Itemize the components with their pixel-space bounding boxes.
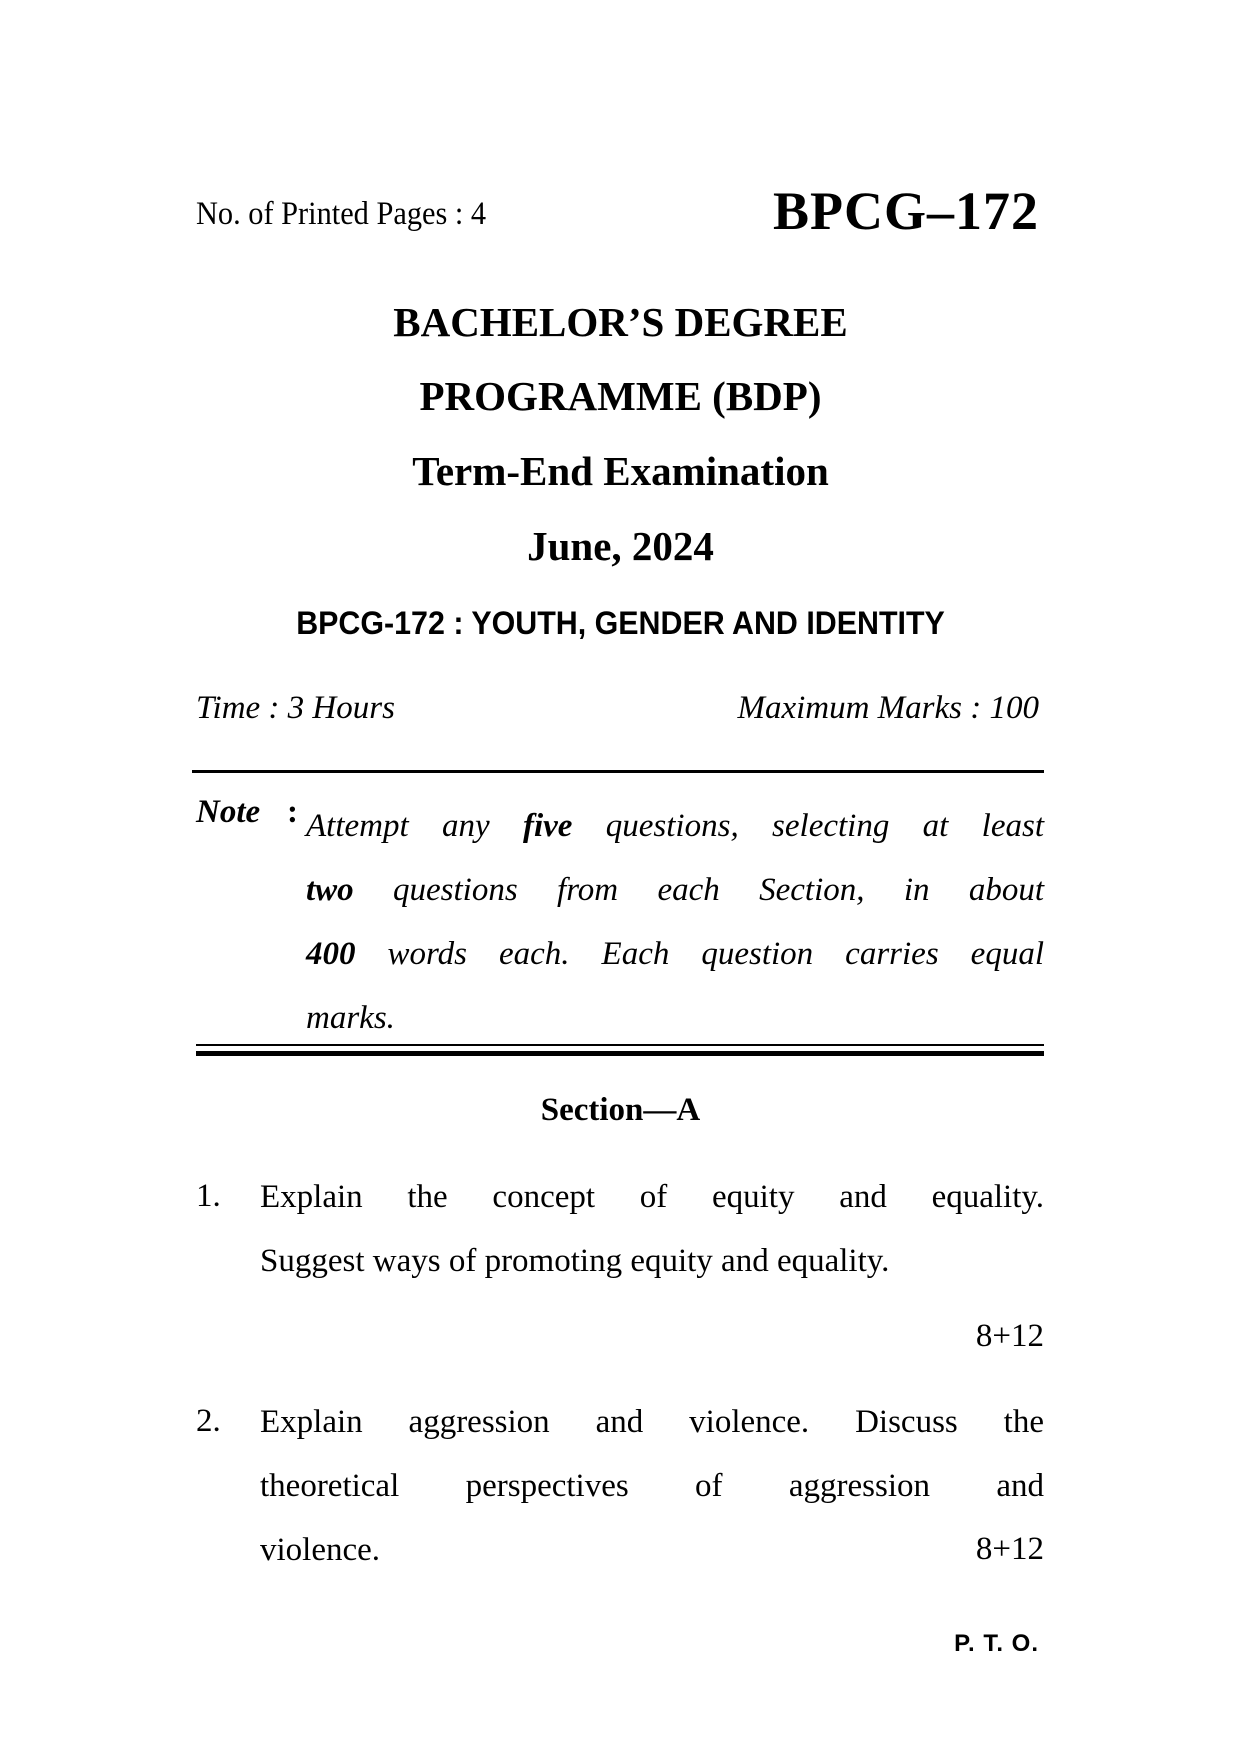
note-line xyxy=(306,858,1044,922)
question-text xyxy=(260,1165,1044,1293)
question-line: Explain the concept of equity and equality. xyxy=(260,1179,1044,1215)
note-line xyxy=(306,794,1044,858)
maximum-marks: Maximum Marks : 100 xyxy=(737,690,1039,726)
note-emphasis: five xyxy=(522,808,573,844)
note-instructions xyxy=(306,794,1044,1050)
note-emphasis: two xyxy=(306,872,354,908)
section-heading: Section—A xyxy=(540,1092,701,1128)
course-title: BPCG-172 : YOUTH, GENDER AND IDENTITY xyxy=(296,605,945,641)
course-code: BPCG–172 xyxy=(772,181,1039,241)
double-divider-thick xyxy=(196,1051,1044,1056)
question-line: Suggest ways of promoting equity and equality. xyxy=(260,1243,890,1279)
question-number: 2. xyxy=(196,1403,221,1439)
note-text: questions, selecting at least xyxy=(572,808,1045,844)
programme-title-line-1: BACHELOR’S DEGREE xyxy=(393,299,848,345)
note-label: Note xyxy=(196,794,261,830)
note-text: questions from each Section, in about xyxy=(353,872,1044,908)
please-turn-over: P. T. O. xyxy=(954,1630,1039,1657)
question-line: theoretical perspectives of aggression and xyxy=(260,1468,1044,1504)
exam-type: Term-End Examination xyxy=(412,448,829,494)
note-line xyxy=(306,922,1044,986)
printed-pages-count: No. of Printed Pages : 4 xyxy=(196,196,487,232)
note-text: words each. Each question carries equal xyxy=(355,936,1044,972)
programme-title-line-2: PROGRAMME (BDP) xyxy=(419,373,822,419)
question-number: 1. xyxy=(196,1178,221,1214)
note-emphasis: 400 xyxy=(306,936,356,972)
note-line xyxy=(306,986,1044,1050)
question-marks: 8+12 xyxy=(975,1318,1044,1354)
question-line: violence. xyxy=(260,1532,381,1568)
question-marks: 8+12 xyxy=(975,1531,1044,1567)
question-line: Explain aggression and violence. Discuss the xyxy=(260,1404,1044,1440)
note-text: marks. xyxy=(306,1000,395,1036)
exam-session: June, 2024 xyxy=(527,523,714,569)
time-allowed: Time : 3 Hours xyxy=(196,690,395,726)
note-text: Attempt any xyxy=(306,808,523,844)
double-divider-thin xyxy=(196,1044,1044,1046)
question-text xyxy=(260,1390,1044,1582)
divider xyxy=(192,770,1044,773)
note-colon: : xyxy=(287,794,298,830)
